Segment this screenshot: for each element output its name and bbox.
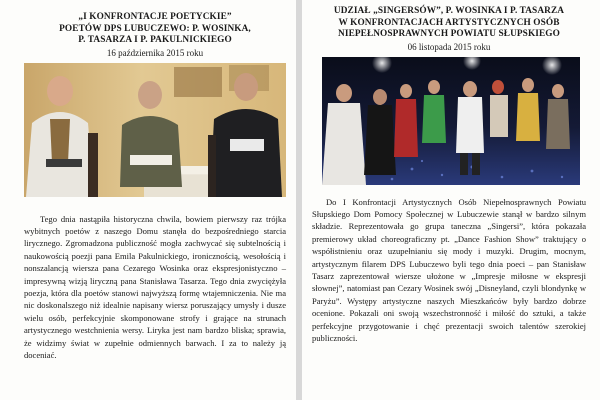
left-article-body: Tego dnia nastąpiła historyczna chwila, bowiem pierwszy raz trójka wybitnych poetów z naszego Domu stanęła do bezpośredniego starcia lirycznego. Zgromadzona publiczność mogła zachwycać się subtelnością i naukowością poezji pana Emila Pakulnickiego, ironicznością, wesołością i nonszalancją wiersza pana Cezarego Wosinka oraz ekspresjonistyczno – impresywną wizją liryczną pana Stanisława Tasarza. Tego dnia zwyciężyła poezja, która dla poetów stanowi najwyższą formę wtajemniczenia. Nie ma nic doskonalszego niż idealnie napisany wiersz poruszający umysły i dusze wielu osób, perfekcyjnie skomponowane strofy i grające na strunach artystycznego westchnienia wersy. Liryka jest nam bardzo bliska; sprawia, że widzimy świat w zupełnie odmiennych barwach. I za to należy ją doceniać. [24, 213, 286, 360]
right-page [302, 0, 600, 400]
right-photo-stage [322, 57, 580, 185]
left-photo-poets [24, 63, 286, 197]
left-article-title [24, 12, 286, 47]
left-title-line-3: P. TASARZA I P. PAKULNICKIEGO [78, 35, 232, 45]
right-title-line-3: NIEPEŁNOSPRAWNYCH POWIATU SŁUPSKIEGO [338, 29, 560, 39]
right-article-body: Do I Konfrontacji Artystycznych Osób Niepełnosprawnych Powiatu Słupskiego Dom Pomocy Społecznej w Lubuczewie stanął w bardzo silnym składzie. Reprezentowała go grupa taneczna „Singersi”, która pokazała premierowy układ choreograficzny pt. „Dance Fashion Show” traktujący o współistnieniu oraz uzupełnianiu się mody i muzyki. Drugim, mocnym, artystycznym filarem DPS Lubuczewo byli tego dnia poeci – pan Stanisław Tasarz zaprezentował wiersze ułożone w „Impresje miłosne w ekspresji słownej”, natomiast pan Cezary Wosinek swój „Disneyland, czyli blondynkę w Paryżu”. Występy artystyczne naszych Mieszkańców były bardzo dobrze ocenione. Pokazali oni swoją wszechstronność i miłość do sztuki, a także perfekcyjne przygotowanie i chęć prezentacji swoich talentów szerokiej publiczności. [312, 196, 586, 343]
right-title-line-1: UDZIAŁ „SINGERSÓW”, P. WOSINKA I P. TASARZA [333, 6, 565, 16]
left-page [0, 0, 296, 400]
left-title-line-2: POETÓW DPS LUBUCZEWO: P. WOSINKA, [59, 23, 251, 34]
left-title-line-1: „I KONFRONTACJE POETYCKIE” [78, 12, 232, 22]
right-title-line-2: W KONFRONTACJACH ARTYSTYCZNYCH OSÓB [338, 17, 560, 28]
right-article-title [312, 6, 586, 41]
right-article-date: 06 listopada 2015 roku [407, 41, 491, 52]
left-article-date: 16 października 2015 roku [106, 47, 204, 58]
